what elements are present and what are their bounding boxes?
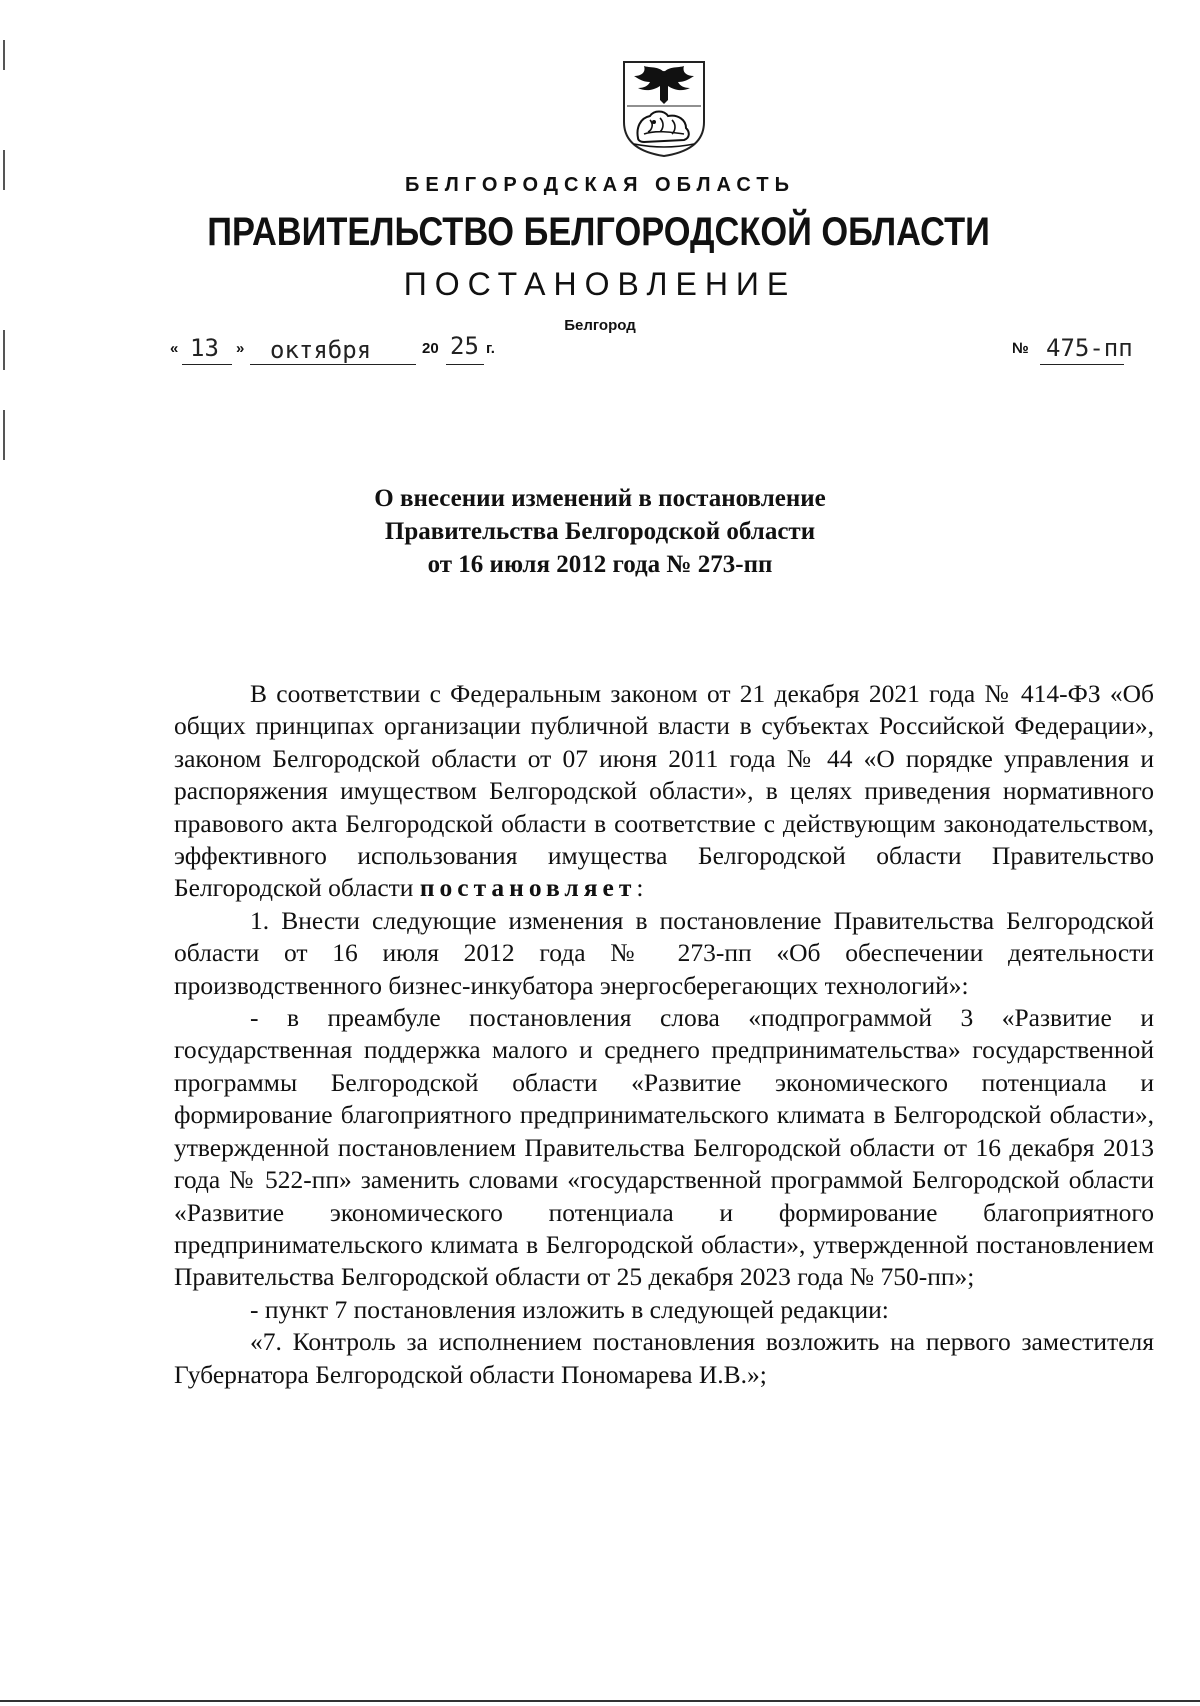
document-title (300, 482, 900, 581)
preamble-text: В соответствии с Федеральным законом от 21 декабря 2021 года № 414-ФЗ «Об общих принципах организации публичной власти в субъектах Российской Федерации», законом Белгородской области от 07 июня 2011 года № 44 «О порядке управления и распоряжения имуществом Белгородской области», в целях приведения нормативного правового акта Белгородской области в соответствие с действующим законодательством, эффективного использования имущества Белгородской области Правительство Белгородской области (174, 679, 1154, 903)
date-open-quote: « (170, 340, 179, 357)
government-name: ПРАВИТЕЛЬСТВО БЕЛГОРОДСКОЙ ОБЛАСТИ (207, 210, 990, 254)
document-type: ПОСТАНОВЛЕНИЕ (403, 266, 797, 302)
bullet-item-7-change: - пункт 7 постановления изложить в следующей редакции: (250, 1294, 889, 1324)
date-century: 20 (422, 340, 439, 357)
scan-edge-mark (3, 40, 5, 70)
document-body (174, 678, 1154, 1391)
date-day: 13 (190, 334, 219, 362)
date-year: 25 (450, 332, 479, 360)
date-month: октября (270, 336, 372, 364)
region-name: БЕЛГОРОДСКАЯ ОБЛАСТЬ (405, 174, 795, 196)
coat-of-arms-icon (620, 58, 708, 158)
decrees-word: постановляет (419, 873, 637, 903)
preamble-paragraph (174, 678, 1154, 905)
date-close-quote: » (236, 340, 245, 357)
scan-bottom-edge (0, 1700, 1200, 1702)
document-number: 475-пп (1046, 334, 1133, 362)
title-line: О внесении изменений в постановление (374, 485, 826, 512)
city-name: Белгород (564, 317, 636, 334)
scan-edge-mark (3, 330, 5, 370)
title-line: Правительства Белгородской области (384, 518, 816, 545)
scan-edge-mark (3, 410, 5, 460)
date-year-suffix: г. (486, 340, 495, 357)
item-1-paragraph: 1. Внести следующие изменения в постановление Правительства Белгородской области от 16 июля 2012 года № 273-пп «Об обеспечении деятельности производственного бизнес-инкубатора энергосберегающих технологий»: (174, 905, 1154, 1000)
bullet-preamble-change: - в преамбуле постановления слова «подпрограммой 3 «Развитие и государственная поддержка малого и среднего предпринимательства» государственной программы Белгородской области «Развитие экономического потенциала и формирование благоприятного предпринимательского климата в Белгородской области», утвержденной постановлением Правительства Белгородской области от 16 декабря 2013 года № 522-пп» заменить словами «государственной программой Белгородской области «Развитие экономического потенциала и формирование благоприятного предпринимательского климата в Белгородской области», утвержденной постановлением Правительства Белгородской области от 25 декабря 2023 года № 750-пп»; (174, 1003, 1154, 1292)
decrees-colon: : (636, 873, 644, 903)
item-7-quote: «7. Контроль за исполнением постановления возложить на первого заместителя Губернатора Белгородской области Пономарева И.В.»; (174, 1327, 1154, 1389)
title-line: от 16 июля 2012 года № 273-пп (427, 551, 773, 578)
number-label: № (1012, 340, 1029, 357)
